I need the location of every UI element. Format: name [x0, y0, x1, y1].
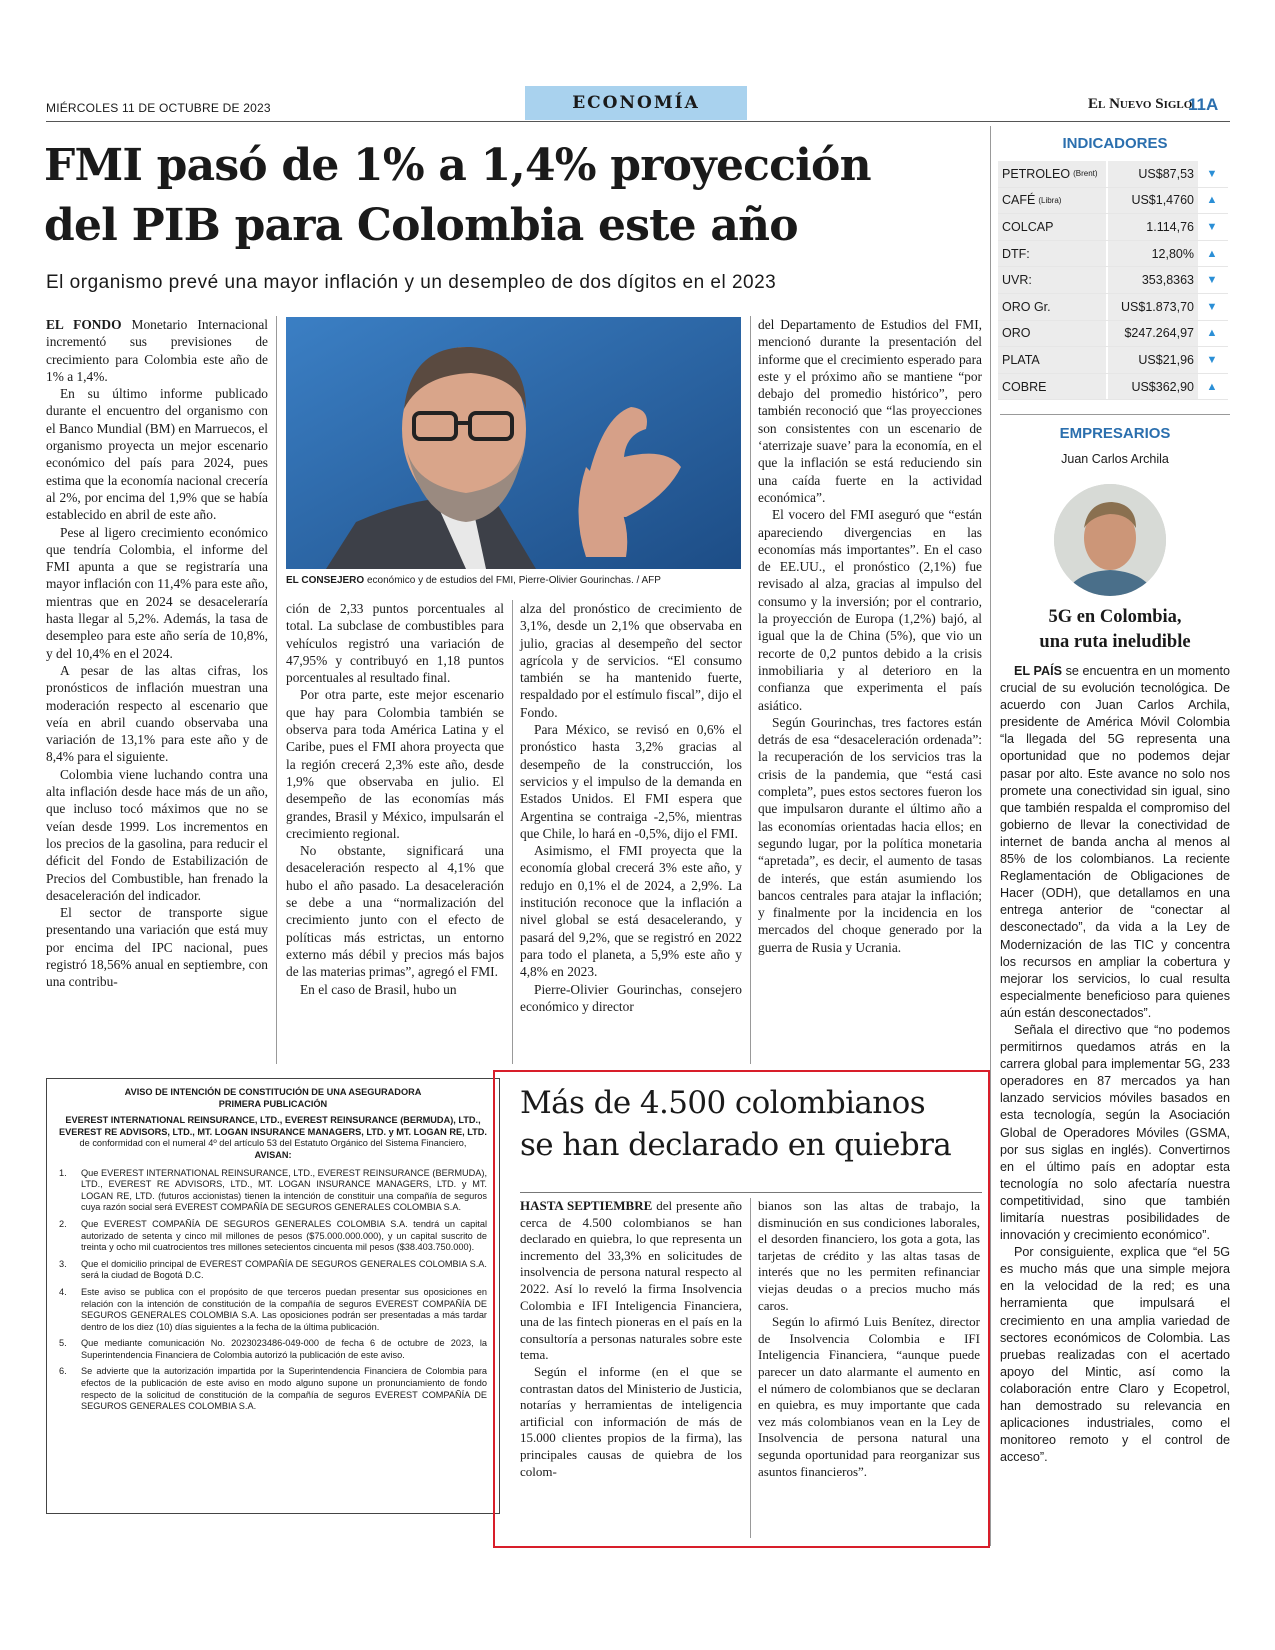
- indicator-value: US$1,4760: [1106, 188, 1198, 214]
- article-photo: [286, 317, 741, 569]
- boxed-column-2: [758, 1198, 980, 1480]
- article-paragraph: Según Gourinchas, tres factores están detrás de esa “desaceleración ordenada”: la recuperación de los servicios tras la crisis de la pandemia, que “está casi completa”, pues estos sectores fueron los que impulsaron durante el último año a las economías orientadas hacia ellos; en segundo lugar, por la política monetaria “apretada”, es decir, el aumento de tasas de interés, que están asumiendo los bancos centrales para atajar la inflación; y finalmente por la incidencia en los mercados del choque generado por la guerra de Rusia y Ucrania.: [758, 714, 982, 955]
- article-paragraph: No obstante, significará una desaceleración respecto al 4,1% que hubo el año pasado. La desaceleración se debe a una “normalización del crecimiento junto con el efecto de políticas más estrictas, un entorno externo más débil y precios más bajos de las materias primas”, agregó el FMI.: [286, 843, 504, 980]
- boxed-paragraph: Según el informe (en el que se contrastan datos del Ministerio de Justicia, notarías y herramientas de inteligencia artificial con información de más de 15.000 clientes propios de la firma), las principales causas de quiebra de los colom-: [520, 1363, 742, 1479]
- article-paragraph: Para México, se revisó en 0,6% el pronóstico hasta 3,2% gracias al desempeño de la construcción, los servicios y el impulso de la demanda en Estados Unidos. El FMI espera que Argentina se contraiga -2,5%, mientras que Chile, lo hará en -0,5%, dijo el FMI.: [520, 722, 742, 841]
- boxed-headline-line: Más de 4.500 colombianos: [520, 1085, 926, 1121]
- indicator-row: [998, 321, 1228, 348]
- lead-in: EL FONDO: [46, 317, 122, 332]
- portrait-illustration: [286, 317, 741, 569]
- column-body: [1000, 663, 1230, 1466]
- notice-item: 4. Este aviso se publica con el propósito de que terceros puedan presentar sus oposiciones en relación con la intención de constitución de la compañía de seguros EVEREST COMPAÑÍA DE SEGUROS GENERALES COLOMBIA S.A. Las oposiciones podrán ser presentadas a más tardar dentro de los diez (10) días siguientes a la fecha de la última publicación.: [59, 1286, 487, 1332]
- column-headline: [1000, 605, 1230, 655]
- indicator-name: ORO Gr.: [998, 294, 1106, 320]
- column-author: Juan Carlos Archila: [1061, 452, 1169, 466]
- arrow-up-icon: ▲: [1206, 247, 1218, 260]
- arrow-up-icon: ▲: [1206, 327, 1218, 340]
- article-paragraph: En su último informe publicado durante el encuentro del organismo con el Banco Mundial (BM) en Marruecos, el organismo proyecta un mejor escenario económico del país para 2024, pues estima que la economía nacional crecería al 2%, por encima del 1,9% que se había establecido en abril de este año.: [46, 386, 268, 523]
- indicator-row: [998, 241, 1228, 268]
- edition-date: MIÉRCOLES 11 DE OCTUBRE DE 2023: [46, 101, 271, 115]
- indicator-row: [998, 294, 1228, 321]
- legal-notice: [46, 1078, 500, 1514]
- sidebar-rule: [990, 126, 991, 1546]
- article-paragraph: Por otra parte, este mejor escenario que hay para Colombia también se observa para toda América Latina y el Caribe, pues el FMI ahora proyecta que la región crecerá 2,3% este año, desde 1,9% que observaba en julio. El desempeño de las economías más grandes, Brasil y México, impulsarán el crecimiento regional.: [286, 687, 504, 841]
- indicator-value: $247.264,97: [1106, 321, 1198, 347]
- indicator-row: [998, 214, 1228, 241]
- article-paragraph: El sector de transporte sigue presentando una variación que está muy por encima del IPC nacional, pues registró 18,56% anual en septiembre, con una contribu-: [46, 905, 268, 990]
- boxed-headline: [520, 1082, 990, 1166]
- boxed-paragraph: bianos son las altas de trabajo, la disminución en sus condiciones laborales, el desorden financiero, los gota a gota, las tarjetas de crédito y las altas tasas de interés que no les permiten refinanciar viejas deudas o a precios mucho más caros.: [758, 1198, 980, 1313]
- article-paragraph: A pesar de las altas cifras, los pronósticos de inflación muestran una moderación respecto al escenario que veía en abril cuando observaba una variación de 13,1% para este año y de 8,4% para el siguiente.: [46, 662, 268, 765]
- article-paragraph: alza del pronóstico de crecimiento de 3,1%, desde un 2,1% que observaba en julio, gracias al desempeño del sector agrícola y de servicios. “El consumo también se ha mantenido fuerte, respaldado por el estímulo fiscal”, dijo el Fondo.: [520, 601, 742, 720]
- article-column-2: [286, 600, 504, 998]
- boxed-paragraph: Según lo afirmó Luis Benítez, director de Insolvencia Colombia e IFI Inteligencia Financiera, “aunque puede parecer un dato alarmante el aumento en el número de colombianos que se declaran en quiebra, es muy importante que cada vez más colombianos vean en la Ley de Insolvencia de persona natural una segunda oportunidad para reorganizar sus asuntos financieros”.: [758, 1314, 980, 1479]
- column-rule: [276, 316, 277, 1064]
- page-number: 11A: [1188, 95, 1219, 114]
- section-tab: [525, 86, 747, 120]
- notice-subtitle: PRIMERA PUBLICACIÓN: [218, 1098, 328, 1109]
- notice-title: AVISO DE INTENCIÓN DE CONSTITUCIÓN DE UNA ASEGURADORA: [124, 1087, 422, 1097]
- boxed-column-1: [520, 1198, 742, 1480]
- indicator-value: US$362,90: [1106, 374, 1198, 400]
- notice-items: [59, 1168, 487, 1413]
- notice-item: 5. Que mediante comunicación No. 2023023486-049-000 de fecha 6 de octubre de 2023, la Superintendencia Financiera de Colombia autorizó la publicación de este aviso.: [59, 1338, 487, 1360]
- notice-avisan: AVISAN:: [254, 1149, 292, 1160]
- article-paragraph: del Departamento de Estudios del FMI, mencionó durante la presentación del informe que el crecimiento esperado para este y el próximo año se mantiene “por debajo del promedio histórico”, pero también reconoció que “las proyecciones son consistentes con un escenario de ‘aterrizaje suave’ para la economía, en el que la inflación se está reduciendo sin una caída fuerte en la actividad económica”.: [758, 317, 982, 505]
- arrow-down-icon: ▼: [1206, 300, 1218, 313]
- column-rule: [750, 1198, 751, 1538]
- column-rule: [512, 600, 513, 1064]
- indicator-name: CAFÉ (Libra): [998, 188, 1106, 214]
- indicator-row: [998, 347, 1228, 374]
- subheadline: El organismo prevé una mayor inflación y un desempleo de dos dígitos en el 2023: [46, 272, 777, 293]
- indicator-value: US$21,96: [1106, 347, 1198, 373]
- header-rule: [46, 121, 1230, 122]
- indicators-title: INDICADORES: [1062, 135, 1168, 152]
- notice-intro: EVEREST INTERNATIONAL REINSURANCE, LTD., EVEREST REINSURANCE (BERMUDA), LTD., EVEREST RE ADVISORS, LTD., MT. LOGAN INSURANCE MANAGERS, LTD. y MT. LOGAN RE, LTD. de conformidad con el numeral 4º del artículo 53 del Estatuto Orgánico del Sistema Financiero,: [59, 1115, 487, 1149]
- indicator-name: COBRE: [998, 374, 1106, 400]
- article-column-4: [758, 316, 982, 956]
- column-paragraph: Señala el directivo que “no podemos permitirnos quedamos atrás en la carrera global para implementar 5G, 233 operadores en 87 mercados ya han lanzado servicios móviles basados en esta tecnología, según la Asociación Global de Operadores Móviles (GSMA, por sus siglas en inglés). Convertirnos en el último país en adoptar esta tecnología no solo afectaría nuestra competitividad, sino que también limitaría nuestras posibilidades de innovación y crecimiento económico”.: [1000, 1022, 1230, 1243]
- indicator-name: UVR:: [998, 267, 1106, 293]
- arrow-down-icon: ▼: [1206, 353, 1218, 366]
- indicator-row: [998, 267, 1228, 294]
- column-rule: [750, 316, 751, 1064]
- article-paragraph: ción de 2,33 puntos porcentuales al total. La subclase de combustibles para vehículos registró una variación de 47,95% y contribuyó en 1,18 puntos porcentuales al resultado final.: [286, 601, 504, 686]
- notice-item: 3. Que el domicilio principal de EVEREST COMPAÑÍA DE SEGUROS GENERALES COLOMBIA S.A. será la ciudad de Bogotá D.C.: [59, 1258, 487, 1281]
- headline-line: del PIB para Colombia este año: [44, 200, 798, 251]
- column-paragraph: EL PAÍS se encuentra en un momento crucial de su evolución tecnológica. De acuerdo con Juan Carlos Archila, presidente de América Móvil Colombia “la llegada del 5G representa una oportunidad que no podemos dejar pasar por alto. Este avance no solo nos promete una conectividad sin igual, sino que también respalda el compromiso del gobierno de llevar la conectividad de internet de banda ancha al menos al 85% de los colombianos. La reciente Reglamentación de Obligaciones de Hacer (ODH), que detallamos en una entrega anterior de “conectar al desconectado”, da vida a la Ley de Modernización de las TIC y concentra los recursos en ampliar la cobertura y mejorar los servicios, lo cual resulta especialmente beneficioso para quienes aún están desconectados”.: [1000, 664, 1230, 1020]
- section-label: ECONOMÍA: [572, 93, 700, 113]
- column-headline-line: 5G en Colombia,: [1048, 607, 1182, 627]
- arrow-up-icon: ▲: [1206, 380, 1218, 393]
- article-paragraph: Colombia viene luchando contra una alta inflación desde hace más de un año, que incluso tocó máximos que no se veían desde 1999. Los incrementos en los precios de la gasolina, para reducir el déficit del Fondo de Estabilización de Precios del Combustible, han frenado la desaceleración del indicador.: [46, 766, 268, 903]
- indicator-note: (Brent): [1073, 169, 1098, 179]
- indicators-table: [998, 161, 1228, 400]
- indicator-value: 1.114,76: [1106, 214, 1198, 240]
- indicator-value: US$1.873,70: [1106, 294, 1198, 320]
- indicator-name: PLATA: [998, 347, 1106, 373]
- author-portrait: [1054, 484, 1166, 596]
- main-headline: [44, 136, 974, 256]
- column-headline-line: una ruta ineludible: [1039, 632, 1191, 652]
- notice-item: 1. Que EVEREST INTERNATIONAL REINSURANCE, LTD., EVEREST REINSURANCE (BERMUDA), LTD., EVEREST RE ADVISORS, LTD., MT. LOGAN INSURANCE MANAGERS, LTD. y MT. LOGAN RE, LTD. (futuros accionistas) tienen la intención de constituir una compañía de seguros cuya razón social será EVEREST COMPAÑÍA DE SEGUROS GENERALES COLOMBIA S.A.: [59, 1167, 487, 1213]
- author-photo: [1054, 484, 1166, 596]
- article-paragraph: El vocero del FMI aseguró que “están apareciendo divergencias en las economías más importantes”. En el caso de EE.UU., el pronóstico (2,1%) fue revisado al alza, gracias al impulso del consumo y la inversión; por el contrario, la proyección de Europa (1,2%) bajó, al igual que la de China (5%), que vio un recorte de 0,2 puntos debido a la crisis inmobiliaria y al deterioro en la confianza que experimenta el país asiático.: [758, 507, 982, 713]
- article-paragraph: EL FONDO Monetario Internacional incrementó sus previsiones de crecimiento para Colombia este año de 1% a 1,4%.: [46, 317, 268, 384]
- headline-line: FMI pasó de 1% a 1,4% proyección: [44, 140, 871, 191]
- empresarios-title: EMPRESARIOS: [1059, 425, 1171, 442]
- indicator-name: DTF:: [998, 241, 1106, 267]
- boxed-paragraph: HASTA SEPTIEMBRE del presente año cerca de 4.500 colombianos se han declarado en quiebra, lo que representa un incremento del 33,3% en solicitudes de insolvencia de persona natural respecto al 2022. Así lo reveló la firma Insolvencia Colombia e IFI Inteligencia Financiera, una de las fintech pioneras en el país en la consultoría a personas naturales sobre este tema.: [520, 1198, 742, 1363]
- photo-caption: EL CONSEJERO económico y de estudios del FMI, Pierre-Olivier Gourinchas. / AFP: [286, 575, 661, 586]
- article-paragraph: En el caso de Brasil, hubo un: [300, 981, 457, 997]
- column-lead-in: EL PAÍS: [1014, 664, 1062, 678]
- indicator-row: [998, 161, 1228, 188]
- article-paragraph: Asimismo, el FMI proyecta que la economía global crecerá 3% este año, y redujo en 0,1% el de 2024, a 2,9%. La institución reconoce que la inflación a nivel global se está desacelerando, y pasará del 9,2%, que se registró en 2022 para todo el planeta, a 5,9% este año y 4,8% en 2023.: [520, 843, 742, 980]
- indicator-value: US$87,53: [1106, 161, 1198, 187]
- sidebar-divider: [1000, 414, 1230, 415]
- boxed-headline-line: se han declarado en quiebra: [520, 1127, 952, 1163]
- boxed-lead-in: HASTA SEPTIEMBRE: [520, 1198, 653, 1213]
- arrow-down-icon: ▼: [1206, 220, 1218, 233]
- article-paragraph: Pese al ligero crecimiento económico que tendría Colombia, el informe del FMI apunta a que se registraría una mayor inflación con 11,4% para este año, mientras que en 2024 se desaceleraría hasta llegar al 5,2%. Además, la tasa de desempleo para este año sería de 10,8%, y del 10,4% en el 2024.: [46, 524, 268, 661]
- masthead: El Nuevo Siglo: [1088, 96, 1193, 112]
- indicator-row: [998, 374, 1228, 401]
- article-column-3: [520, 600, 742, 1015]
- caption-lead: EL CONSEJERO: [286, 575, 365, 586]
- arrow-down-icon: ▼: [1206, 167, 1218, 180]
- notice-item: 6. Se advierte que la autorización impartida por la Superintendencia Financiera de Colombia para efectos de la publicación de este aviso en modo alguno supone un pronunciamiento de fondo respecto de la solicitud de constitución de la compañía de seguros EVEREST COMPAÑÍA DE SEGUROS GENERALES COLOMBIA S.A.: [59, 1366, 487, 1412]
- notice-item: 2. Que EVEREST COMPAÑÍA DE SEGUROS GENERALES COLOMBIA S.A. tendrá un capital autorizado de setenta y cinco mil millones de pesos ($75.000.000.000), y un capital suscrito de treinta y ocho mil cuatrocientos tres millones setecientos cincuenta mil pesos ($38.403.750.000).: [59, 1218, 487, 1253]
- indicator-value: 353,8363: [1106, 267, 1198, 293]
- indicator-note: (Libra): [1038, 195, 1062, 205]
- column-paragraph: Por consiguiente, explica que “el 5G es mucho más que una simple mejora en la velocidad de la red; es una herramienta que impulsará el crecimiento en una amplia variedad de sectores económicos de Colombia. Las pruebas realizadas con el acertado apoyo del Mintic, así como la colaboración entre Claro y Ecopetrol, han demostrado su relevancia en aplicaciones industriales, como el monitoreo remoto y el control de acceso”.: [1000, 1245, 1230, 1465]
- article-paragraph: Pierre-Olivier Gourinchas, consejero económico y director: [520, 981, 742, 1014]
- indicator-name: ORO: [998, 321, 1106, 347]
- indicator-row: [998, 188, 1228, 215]
- indicator-value: 12,80%: [1106, 241, 1198, 267]
- indicator-name: COLCAP: [998, 214, 1106, 240]
- arrow-up-icon: ▲: [1206, 194, 1218, 207]
- article-column-1: [46, 316, 268, 991]
- arrow-down-icon: ▼: [1206, 274, 1218, 287]
- boxed-rule: [520, 1192, 982, 1193]
- indicator-name: PETROLEO (Brent): [998, 161, 1106, 187]
